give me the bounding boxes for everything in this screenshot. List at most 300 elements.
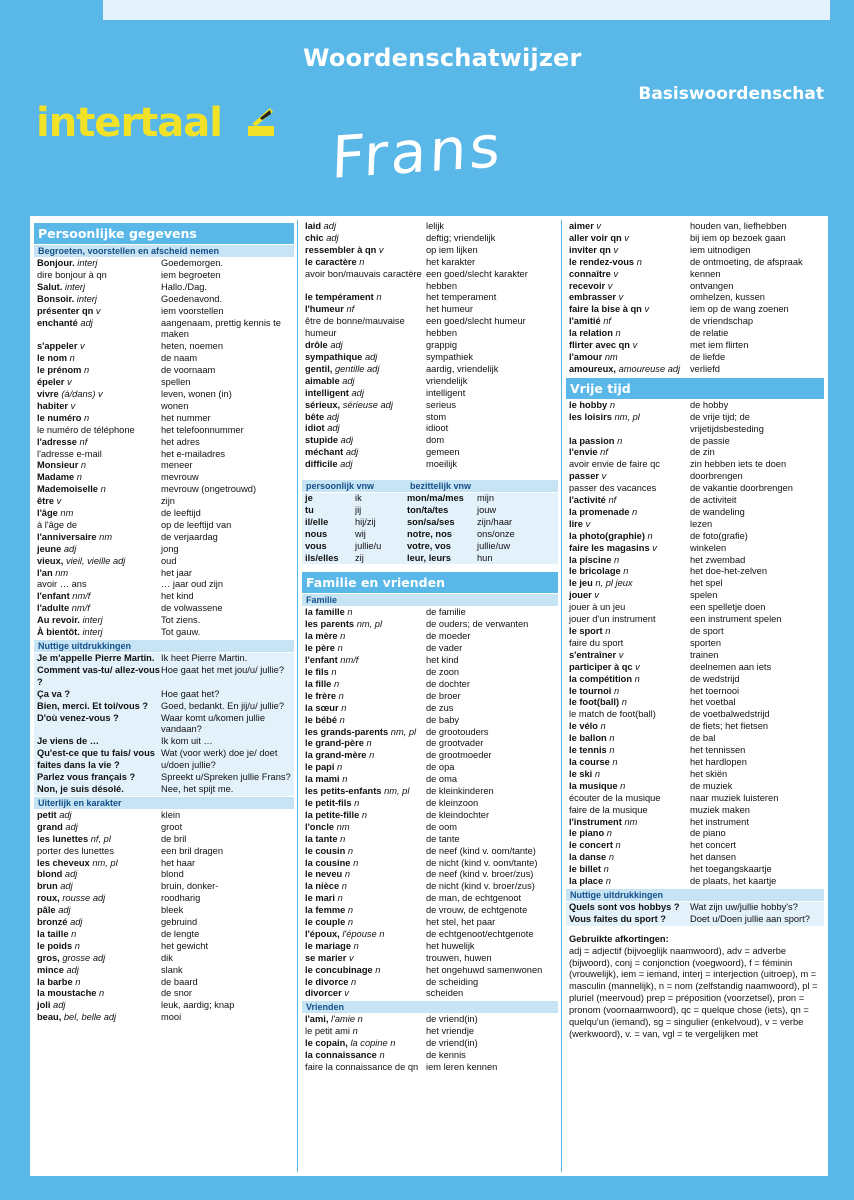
term-cell <box>305 1062 426 1074</box>
term-nl: de muziek <box>690 780 733 791</box>
term-cell <box>569 531 690 543</box>
term-cell <box>37 460 161 472</box>
list-item <box>34 496 294 508</box>
term-nl: het toernooi <box>690 685 740 696</box>
term-pos: nm <box>60 508 74 519</box>
section-family: Familie en vrienden <box>302 572 558 593</box>
term-cell <box>305 822 426 834</box>
term-nl: klein <box>161 809 181 820</box>
term-pos: nm, pl <box>356 619 383 630</box>
term-nl: zijn <box>161 496 175 507</box>
term-cell <box>305 810 426 822</box>
term-cell <box>37 917 161 929</box>
term-nl: de hobby <box>690 399 729 410</box>
list-item <box>34 953 294 965</box>
term-cell <box>37 520 161 532</box>
term-fr: le rendez-vous <box>569 256 635 267</box>
term-cell <box>37 858 161 870</box>
term-cell <box>569 400 690 412</box>
list-item <box>566 245 824 257</box>
term-cell <box>569 221 690 233</box>
term-fr: avoir bon/mauvais caractère <box>305 268 422 279</box>
list-item <box>566 614 824 626</box>
term-pos: n <box>647 530 653 541</box>
list-item <box>34 484 294 496</box>
term-pos: interj <box>82 615 103 626</box>
term-pos: n <box>341 881 347 892</box>
term-cell <box>305 727 426 739</box>
term-fr: le poids <box>37 940 73 951</box>
term-fr: la tante <box>305 833 338 844</box>
leisure-list <box>566 400 824 888</box>
list-item <box>302 941 558 953</box>
term-nl: de sport <box>690 626 724 636</box>
term-nl: moeilijk <box>426 459 457 470</box>
term-pos: adj <box>63 543 77 554</box>
list-item <box>566 828 824 840</box>
list-item <box>34 881 294 893</box>
term-fr: Monsieur <box>37 460 79 471</box>
term-pos: n, pl jeux <box>595 578 633 589</box>
list-item <box>302 400 558 412</box>
term-fr: Bonsoir. <box>37 293 75 304</box>
list-item <box>566 662 824 674</box>
list-item <box>302 269 558 293</box>
term-fr: la place <box>569 876 604 887</box>
term-fr: vieux, <box>37 555 64 566</box>
term-pos: gentille adj <box>334 363 380 374</box>
term-pos: v <box>594 590 599 601</box>
term-nl: het karakter <box>426 256 476 267</box>
term-nl: de vriend(in) <box>426 1038 478 1049</box>
term-cell <box>37 665 161 689</box>
term-fr: le mari <box>305 893 335 904</box>
term-fr: l'amour <box>569 351 603 362</box>
term-nl: gemeen <box>426 447 460 458</box>
term-fr: l'amitié <box>569 316 601 327</box>
term-cell <box>37 905 161 917</box>
term-fr: le papi <box>305 762 335 773</box>
list-item <box>34 282 294 294</box>
list-item <box>302 1014 558 1026</box>
term-fr: le fils <box>305 667 329 677</box>
term-cell <box>37 484 161 496</box>
term-pos: nm <box>99 531 113 542</box>
column-divider <box>297 220 298 1172</box>
term-cell <box>569 757 690 769</box>
term-nl: de grootvader <box>426 738 484 749</box>
list-item <box>34 365 294 377</box>
term-cell <box>569 602 690 614</box>
pronoun-table-header <box>302 480 558 492</box>
term-pos: n <box>99 988 105 999</box>
list-item <box>302 257 558 269</box>
term-nl: de nicht (kind v. oom/tante) <box>426 857 538 868</box>
term-fr: la fille <box>305 678 332 689</box>
term-fr: les parents <box>305 619 355 630</box>
term-fr: inviter qn <box>569 244 611 255</box>
term-fr: la relation <box>569 328 613 339</box>
term-pos: n <box>344 869 350 880</box>
term-fr: se marier <box>305 952 347 963</box>
term-nl: de baard <box>161 976 198 987</box>
term-pos: n <box>347 607 353 618</box>
pronoun-cell: hij/zij <box>355 516 376 527</box>
term-cell <box>305 750 426 762</box>
term-cell <box>569 697 690 709</box>
pronoun-cell: nous <box>305 528 328 539</box>
term-nl: Hoe gaat het met jou/u/ jullie? <box>161 664 285 675</box>
term-nl: op iem lijken <box>426 244 478 255</box>
term-fr: le numéro <box>37 412 82 423</box>
term-nl: de tante <box>426 833 460 844</box>
subsection-friends: Vrienden <box>302 1001 558 1013</box>
term-fr: Au revoir. <box>37 615 80 626</box>
term-nl: de plaats, het kaartje <box>690 876 777 887</box>
term-nl: de zus <box>426 702 454 713</box>
pronoun-row <box>302 505 558 517</box>
term-cell <box>305 364 426 376</box>
term-cell <box>305 643 426 655</box>
term-cell <box>569 674 690 686</box>
term-pos: n <box>352 1026 358 1037</box>
term-pos: n <box>594 768 601 779</box>
term-cell <box>37 508 161 520</box>
term-nl: Ik heet Pierre Martin. <box>161 653 248 663</box>
term-pos: nm, pl <box>390 726 417 737</box>
term-nl: Hallo./Dag. <box>161 281 207 292</box>
term-pos: adj <box>60 881 73 892</box>
term-fr: laid <box>305 221 322 231</box>
term-cell <box>37 784 161 796</box>
term-nl: een spelletje doen <box>690 602 766 613</box>
term-pos: nf <box>603 316 612 327</box>
term-fr: habiter <box>37 400 68 411</box>
term-fr: la famille <box>305 607 345 618</box>
term-fr: gentil, <box>305 363 333 374</box>
term-fr: Salut. <box>37 281 63 292</box>
pronoun-cell: mijn <box>477 493 495 504</box>
list-item <box>34 579 294 591</box>
pronoun-cell: leur, leurs <box>407 552 451 563</box>
pronoun-table <box>302 493 558 564</box>
list-item <box>566 233 824 245</box>
term-nl: Goedenavond. <box>161 293 222 304</box>
term-cell <box>37 615 161 627</box>
list-item <box>566 781 824 793</box>
term-cell <box>569 364 690 376</box>
term-fr: la mère <box>305 631 338 642</box>
list-item <box>34 472 294 484</box>
term-fr: l'instrument <box>569 816 622 827</box>
term-pos: n <box>632 506 638 517</box>
term-nl: vriendelijk <box>426 375 468 386</box>
term-nl: de vrije tijd; de vrijetijdsbesteding <box>690 411 764 434</box>
subsection-expressions-2: Nuttige uitdrukkingen <box>566 889 824 901</box>
term-cell <box>37 953 161 965</box>
term-nl: een goed/slecht karakter hebben <box>426 268 528 291</box>
term-fr: l'an <box>37 567 53 578</box>
term-pos: v <box>348 952 354 963</box>
list-item <box>34 748 294 772</box>
term-fr: le bébé <box>305 714 338 725</box>
term-fr: faire la connaissance de qn <box>305 1062 419 1072</box>
term-nl: de voornaam <box>161 365 216 376</box>
term-fr: la grand-mère <box>305 750 367 761</box>
term-cell <box>37 689 161 701</box>
list-item <box>302 774 558 786</box>
page-subtitle: Basiswoordenschat <box>638 84 824 104</box>
term-cell <box>569 352 690 364</box>
term-fr: le cousin <box>305 845 346 856</box>
term-fr: participer à qc <box>569 661 633 672</box>
term-pos: n <box>338 690 344 701</box>
term-pos: n <box>353 940 359 951</box>
term-nl: de naam <box>161 353 198 364</box>
term-cell <box>305 447 426 459</box>
term-pos: n <box>612 756 618 767</box>
character-list <box>302 221 558 471</box>
term-nl: Wat zijn uw/jullie hobby's? <box>690 901 798 912</box>
term-pos: adj <box>53 1000 66 1011</box>
term-nl: winkelen <box>690 542 727 553</box>
term-nl: het jaar <box>161 567 193 578</box>
term-cell <box>305 988 426 1000</box>
list-item <box>566 507 824 519</box>
pronoun-cell: zij <box>355 552 364 563</box>
term-nl: de ontmoeting, de afspraak <box>690 256 803 267</box>
list-item <box>566 638 824 650</box>
term-nl: het voetbal <box>690 697 736 708</box>
term-pos: v <box>632 340 638 351</box>
term-nl: iem uitnodigen <box>690 244 751 255</box>
term-cell <box>37 881 161 893</box>
term-nl: de scheiding <box>426 976 479 987</box>
term-nl: leuk, aardig; knap <box>161 1000 235 1011</box>
list-item <box>302 762 558 774</box>
list-item <box>566 840 824 852</box>
list-item <box>34 869 294 881</box>
term-cell <box>305 869 426 881</box>
list-item <box>566 269 824 281</box>
pronoun-cell: mon/ma/mes <box>407 493 464 504</box>
term-cell <box>305 400 426 412</box>
term-fr: l'enfant <box>305 655 338 666</box>
list-item <box>34 977 294 989</box>
list-item <box>566 328 824 340</box>
term-pos: (à/dans) v <box>61 388 103 399</box>
term-pos: interj <box>76 293 97 304</box>
term-pos: n <box>366 738 372 749</box>
term-cell <box>305 459 426 471</box>
term-fr: vivre <box>37 388 59 399</box>
language-title: Frans <box>330 112 505 192</box>
list-item <box>34 834 294 846</box>
term-nl: een instrument spelen <box>690 614 782 625</box>
list-item <box>566 221 824 233</box>
list-item <box>302 607 558 619</box>
term-fr: recevoir <box>569 280 606 291</box>
term-pos: n <box>636 256 642 267</box>
term-cell <box>37 603 161 615</box>
top-strip <box>103 0 830 20</box>
list-item <box>34 858 294 870</box>
term-pos: adj <box>364 351 378 362</box>
term-cell <box>37 401 161 413</box>
pronoun-row <box>302 541 558 553</box>
term-nl: de ouders; de verwanten <box>426 619 529 630</box>
term-nl: heten, noemen <box>161 341 224 352</box>
pronoun-header-possessive: bezittelijk vnw <box>410 481 472 492</box>
pronoun-cell: jullie/u <box>355 540 382 551</box>
term-pos: v <box>652 542 657 553</box>
list-item <box>34 810 294 822</box>
term-fr: la passion <box>569 435 615 446</box>
term-pos: n <box>331 667 337 677</box>
term-nl: de lengte <box>161 928 200 939</box>
pronoun-cell: tu <box>305 504 314 515</box>
term-nl: de verjaardag <box>161 531 218 542</box>
term-pos: adj <box>65 821 78 832</box>
term-fr: le billet <box>569 864 602 875</box>
list-item <box>302 352 558 364</box>
term-nl: de vrouw, de echtgenote <box>426 905 528 916</box>
term-nl: doorbrengen <box>690 471 743 482</box>
brand-logo: intertaal <box>36 100 222 146</box>
term-pos: interj <box>82 627 103 638</box>
term-nl: Spreekt u/Spreken jullie Frans? <box>161 772 291 783</box>
term-pos: nm <box>624 816 638 827</box>
term-fr: chic <box>305 232 324 243</box>
term-nl: het adres <box>161 436 200 447</box>
list-item <box>302 245 558 257</box>
term-cell <box>37 389 161 401</box>
term-pos: n <box>600 721 606 732</box>
pronoun-cell: il/elle <box>305 516 329 527</box>
term-nl: het skiën <box>690 768 728 779</box>
term-pos: v <box>56 496 62 507</box>
term-cell <box>305 340 426 352</box>
term-pos: n <box>75 976 81 987</box>
term-fr: embrasser <box>569 292 617 303</box>
list-item <box>566 602 824 614</box>
term-nl: een bril dragen <box>161 845 224 856</box>
friends-list <box>302 1014 558 1074</box>
term-fr: s'appeler <box>37 341 78 352</box>
term-pos: nm/f <box>72 591 91 602</box>
term-fr: le numéro de téléphone <box>37 424 135 435</box>
term-pos: v <box>596 221 602 231</box>
list-item <box>302 905 558 917</box>
term-cell <box>569 686 690 698</box>
term-cell <box>305 245 426 257</box>
term-nl: iem voorstellen <box>161 305 224 316</box>
list-item <box>302 412 558 424</box>
term-nl: de vader <box>426 643 463 654</box>
list-item <box>302 703 558 715</box>
term-nl: de grootmoeder <box>426 750 492 761</box>
term-cell <box>569 864 690 876</box>
term-fr: l'âge <box>37 508 58 519</box>
term-cell <box>37 413 161 425</box>
list-item <box>302 786 558 798</box>
term-fr: D'où venez-vous ? <box>37 712 119 723</box>
term-fr: aimable <box>305 375 340 386</box>
list-item <box>566 292 824 304</box>
term-pos: n <box>337 762 343 773</box>
list-item <box>34 627 294 639</box>
term-pos: la copine n <box>350 1038 396 1049</box>
term-cell <box>305 834 426 846</box>
term-cell <box>37 556 161 568</box>
term-nl: de oom <box>426 821 458 832</box>
term-nl: het nummer <box>161 412 211 423</box>
term-cell <box>305 905 426 917</box>
term-fr: le petit-fils <box>305 797 352 808</box>
term-pos: v <box>80 341 85 352</box>
term-nl: de neef (kind v. oom/tante) <box>426 845 536 856</box>
term-fr: la mami <box>305 774 340 785</box>
pronoun-cell: jullie/uw <box>477 540 511 551</box>
term-cell <box>569 269 690 281</box>
term-fr: blond <box>37 869 63 880</box>
list-item <box>566 805 824 817</box>
term-pos: nm, pl <box>614 411 640 422</box>
term-fr: beau, <box>37 1012 62 1023</box>
list-item <box>34 1012 294 1024</box>
term-nl: de bal <box>690 733 716 744</box>
term-pos: v <box>601 471 607 482</box>
term-cell <box>305 953 426 965</box>
term-cell <box>37 869 161 881</box>
term-nl: het telefoonnummer <box>161 424 244 435</box>
term-pos: n <box>337 893 343 904</box>
term-pos: n <box>615 328 621 339</box>
term-pos: n <box>376 292 382 303</box>
term-fr: jeune <box>37 543 62 554</box>
term-cell <box>305 376 426 388</box>
term-cell <box>569 662 690 674</box>
term-cell <box>37 341 161 353</box>
list-item <box>34 341 294 353</box>
term-cell <box>569 543 690 555</box>
term-nl: oud <box>161 555 177 566</box>
list-item <box>302 364 558 376</box>
list-item <box>302 750 558 762</box>
list-item <box>566 626 824 638</box>
list-item <box>302 221 558 233</box>
term-fr: la course <box>569 756 610 767</box>
term-nl: zin hebben iets te doen <box>690 459 787 470</box>
term-nl: mevrouw (ongetrouwd) <box>161 484 257 495</box>
term-pos: adj <box>327 423 340 434</box>
term-cell <box>37 425 161 437</box>
term-fr: la promenade <box>569 506 630 517</box>
expressions-list <box>34 653 294 796</box>
term-nl: bruin, donker- <box>161 881 219 892</box>
term-cell <box>569 769 690 781</box>
greeting-list <box>34 258 294 639</box>
term-cell <box>305 435 426 447</box>
term-pos: nf <box>600 447 608 458</box>
term-fr: Madame <box>37 472 75 483</box>
term-cell <box>569 233 690 245</box>
list-item <box>302 810 558 822</box>
term-fr: Comment vas-tu/ allez-vous ? <box>37 664 160 687</box>
list-item <box>34 353 294 365</box>
list-item <box>34 258 294 270</box>
term-pos: v <box>95 305 101 316</box>
